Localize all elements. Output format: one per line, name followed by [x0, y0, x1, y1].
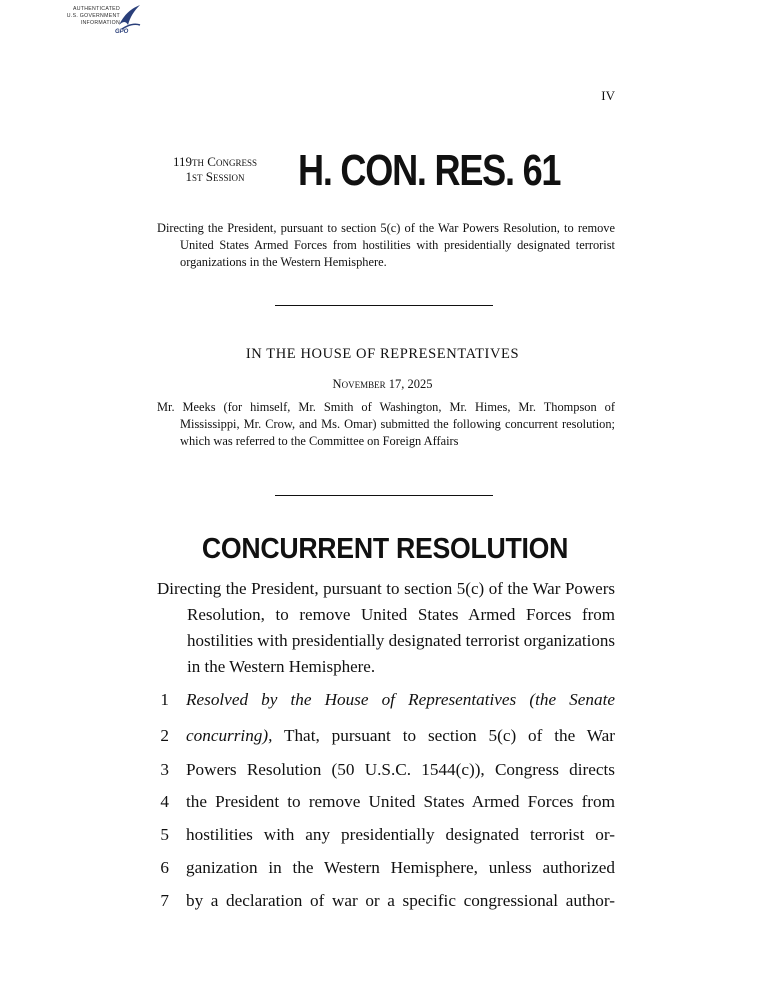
line-text — [186, 759, 615, 781]
line-text — [186, 725, 615, 747]
line-number: 2 — [160, 726, 169, 745]
document-type-heading: CONCURRENT RESOLUTION — [201, 533, 569, 565]
gpo-authentication-seal — [58, 2, 148, 42]
sponsors-statement — [157, 399, 615, 450]
official-title-text: Directing the President, pursuant to section 5(c) of the War Powers Resolution, to remove United States Armed Forces from hostilities with presidentially designated terrorist organizations in the Western Hemisphere. — [157, 579, 615, 676]
line-roman-text: Powers Resolution (50 U.S.C. 1544(c)), Congress directs — [186, 760, 615, 779]
line-roman-text: the President to remove United States Armed Forces from — [186, 792, 615, 811]
line-text — [186, 890, 615, 912]
version-code: IV — [601, 88, 615, 103]
bill-number: H. CON. RES. 61 — [298, 146, 561, 195]
line-roman-text: That, pursuant to section 5(c) of the War — [272, 726, 615, 745]
line-text — [186, 857, 615, 879]
line-text — [186, 689, 615, 711]
seal-line: INFORMATION — [80, 20, 120, 26]
seal-line: U.S. GOVERNMENT — [66, 13, 120, 19]
line-italic-text: Resolved by the House of Representatives (the Senate — [186, 690, 615, 709]
line-number: 1 — [160, 690, 169, 709]
congress-number: 119th Congress — [173, 154, 257, 169]
congress-session-block — [155, 154, 275, 184]
line-roman-text: ganization in the Western Hemisphere, unless authorized — [186, 858, 615, 877]
session: 1st Session — [185, 169, 245, 184]
chamber-heading: IN THE HOUSE OF REPRESENTATIVES — [245, 346, 520, 362]
divider — [275, 495, 493, 496]
line-roman-text: hostilities with any presidentially designated terrorist or- — [186, 825, 615, 844]
line-number: 4 — [160, 792, 169, 811]
line-number: 7 — [160, 891, 169, 910]
short-title — [157, 220, 615, 271]
sponsors-text: Mr. Meeks (for himself, Mr. Smith of Washington, Mr. Himes, Mr. Thompson of Mississippi, Mr. Crow, and Ms. Omar) submitted the following concurrent resolution; which was referred to the Committee on Foreign Affairs — [157, 400, 615, 448]
short-title-text: Directing the President, pursuant to section 5(c) of the War Powers Resolution, to remove United States Armed Forces from hostilities with presidentially designated terrorist organizations in the Western Hemisphere. — [157, 221, 615, 269]
official-title — [157, 576, 615, 680]
line-roman-text: by a declaration of war or a specific congressional author- — [186, 891, 615, 910]
line-text — [186, 824, 615, 846]
gpo-mark: GPO — [115, 29, 129, 35]
seal-line: AUTHENTICATED — [72, 6, 120, 12]
line-text — [186, 791, 615, 813]
line-italic-text: concurring), — [186, 726, 273, 745]
introduction-date: November 17, 2025 — [332, 377, 433, 391]
line-number: 5 — [160, 825, 169, 844]
line-number: 6 — [160, 858, 169, 877]
divider — [275, 305, 493, 306]
line-number: 3 — [160, 760, 169, 779]
